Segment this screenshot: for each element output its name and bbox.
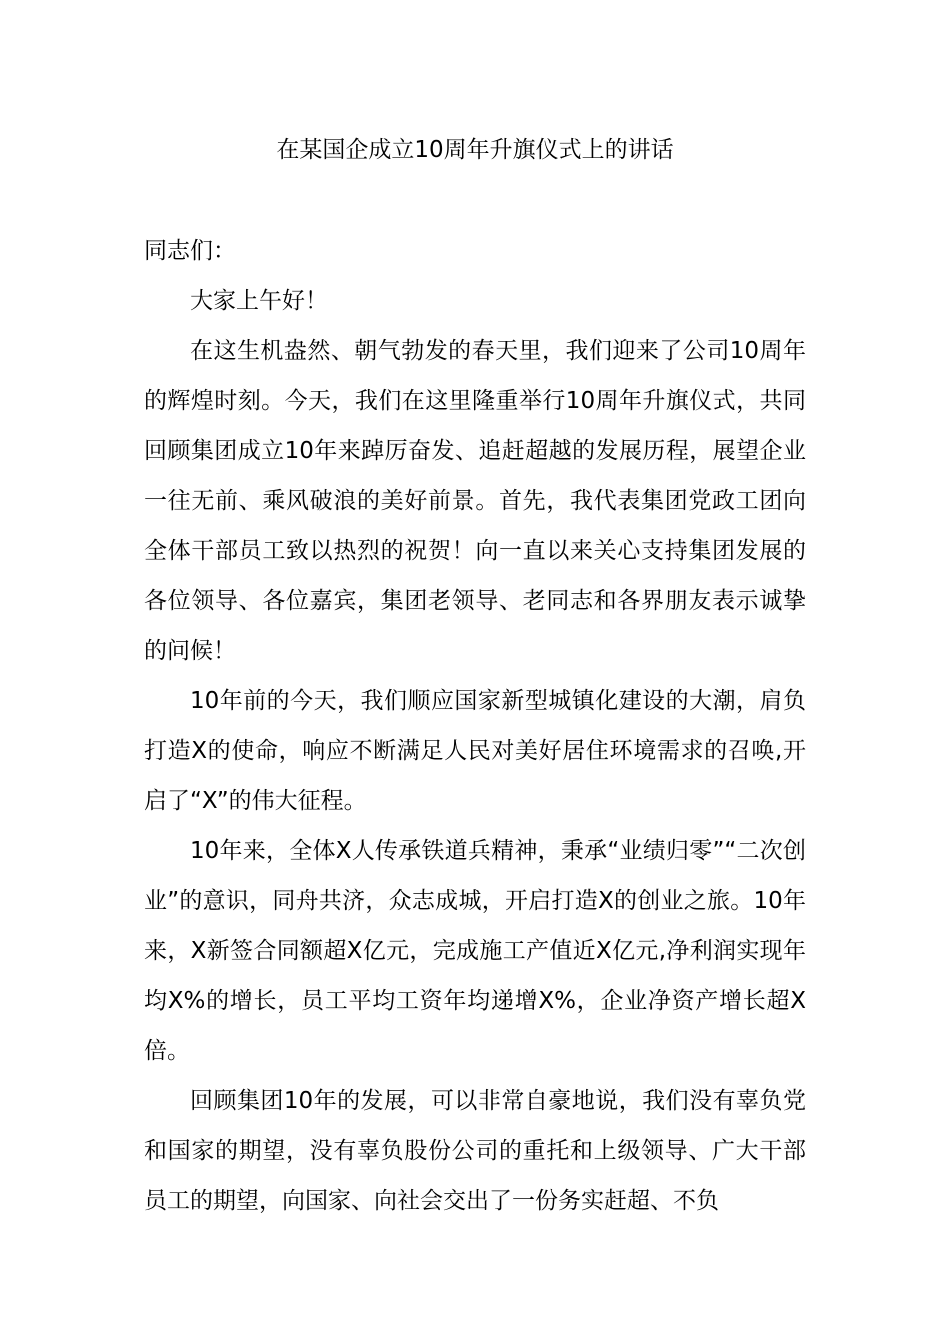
document-body <box>144 226 806 1226</box>
paragraph-history: 10年前的今天，我们顺应国家新型城镇化建设的大潮，肩负打造X的使命，响应不断满足人民对美好居住环境需求的召唤,开启了“X”的伟大征程。 <box>144 688 806 814</box>
paragraph-opening: 在这生机盎然、朝气勃发的春天里，我们迎来了公司10周年的辉煌时刻。今天，我们在这里隆重举行10周年升旗仪式，共同回顾集团成立10年来踔厉奋发、追赶超越的发展历程，展望企业一往无前、乘风破浪的美好前景。首先，我代表集团党政工团向全体干部员工致以热烈的祝贺！向一直以来关心支持集团发展的各位领导、各位嘉宾，集团老领导、老同志和各界朋友表示诚挚的问候！ <box>144 338 806 664</box>
paragraph-review: 回顾集团10年的发展，可以非常自豪地说，我们没有辜负党和国家的期望，没有辜负股份公司的重托和上级领导、广大干部员工的期望，向国家、向社会交出了一份务实赶超、不负 <box>144 1088 806 1214</box>
document-title: 在某国企成立10周年升旗仪式上的讲话 <box>276 137 674 163</box>
paragraph-achievements: 10年来，全体X人传承铁道兵精神，秉承“业绩归零”“二次创业”的意识，同舟共济，众志成城，开启打造X的创业之旅。10年来，X新签合同额超X亿元，完成施工产值近X亿元,净利润实现年均X%的增长，员工平均工资年均递增X%，企业净资产增长超X倍。 <box>144 838 806 1064</box>
salutation: 同志们： <box>144 238 236 264</box>
paragraph-greeting: 大家上午好！ <box>190 288 328 314</box>
